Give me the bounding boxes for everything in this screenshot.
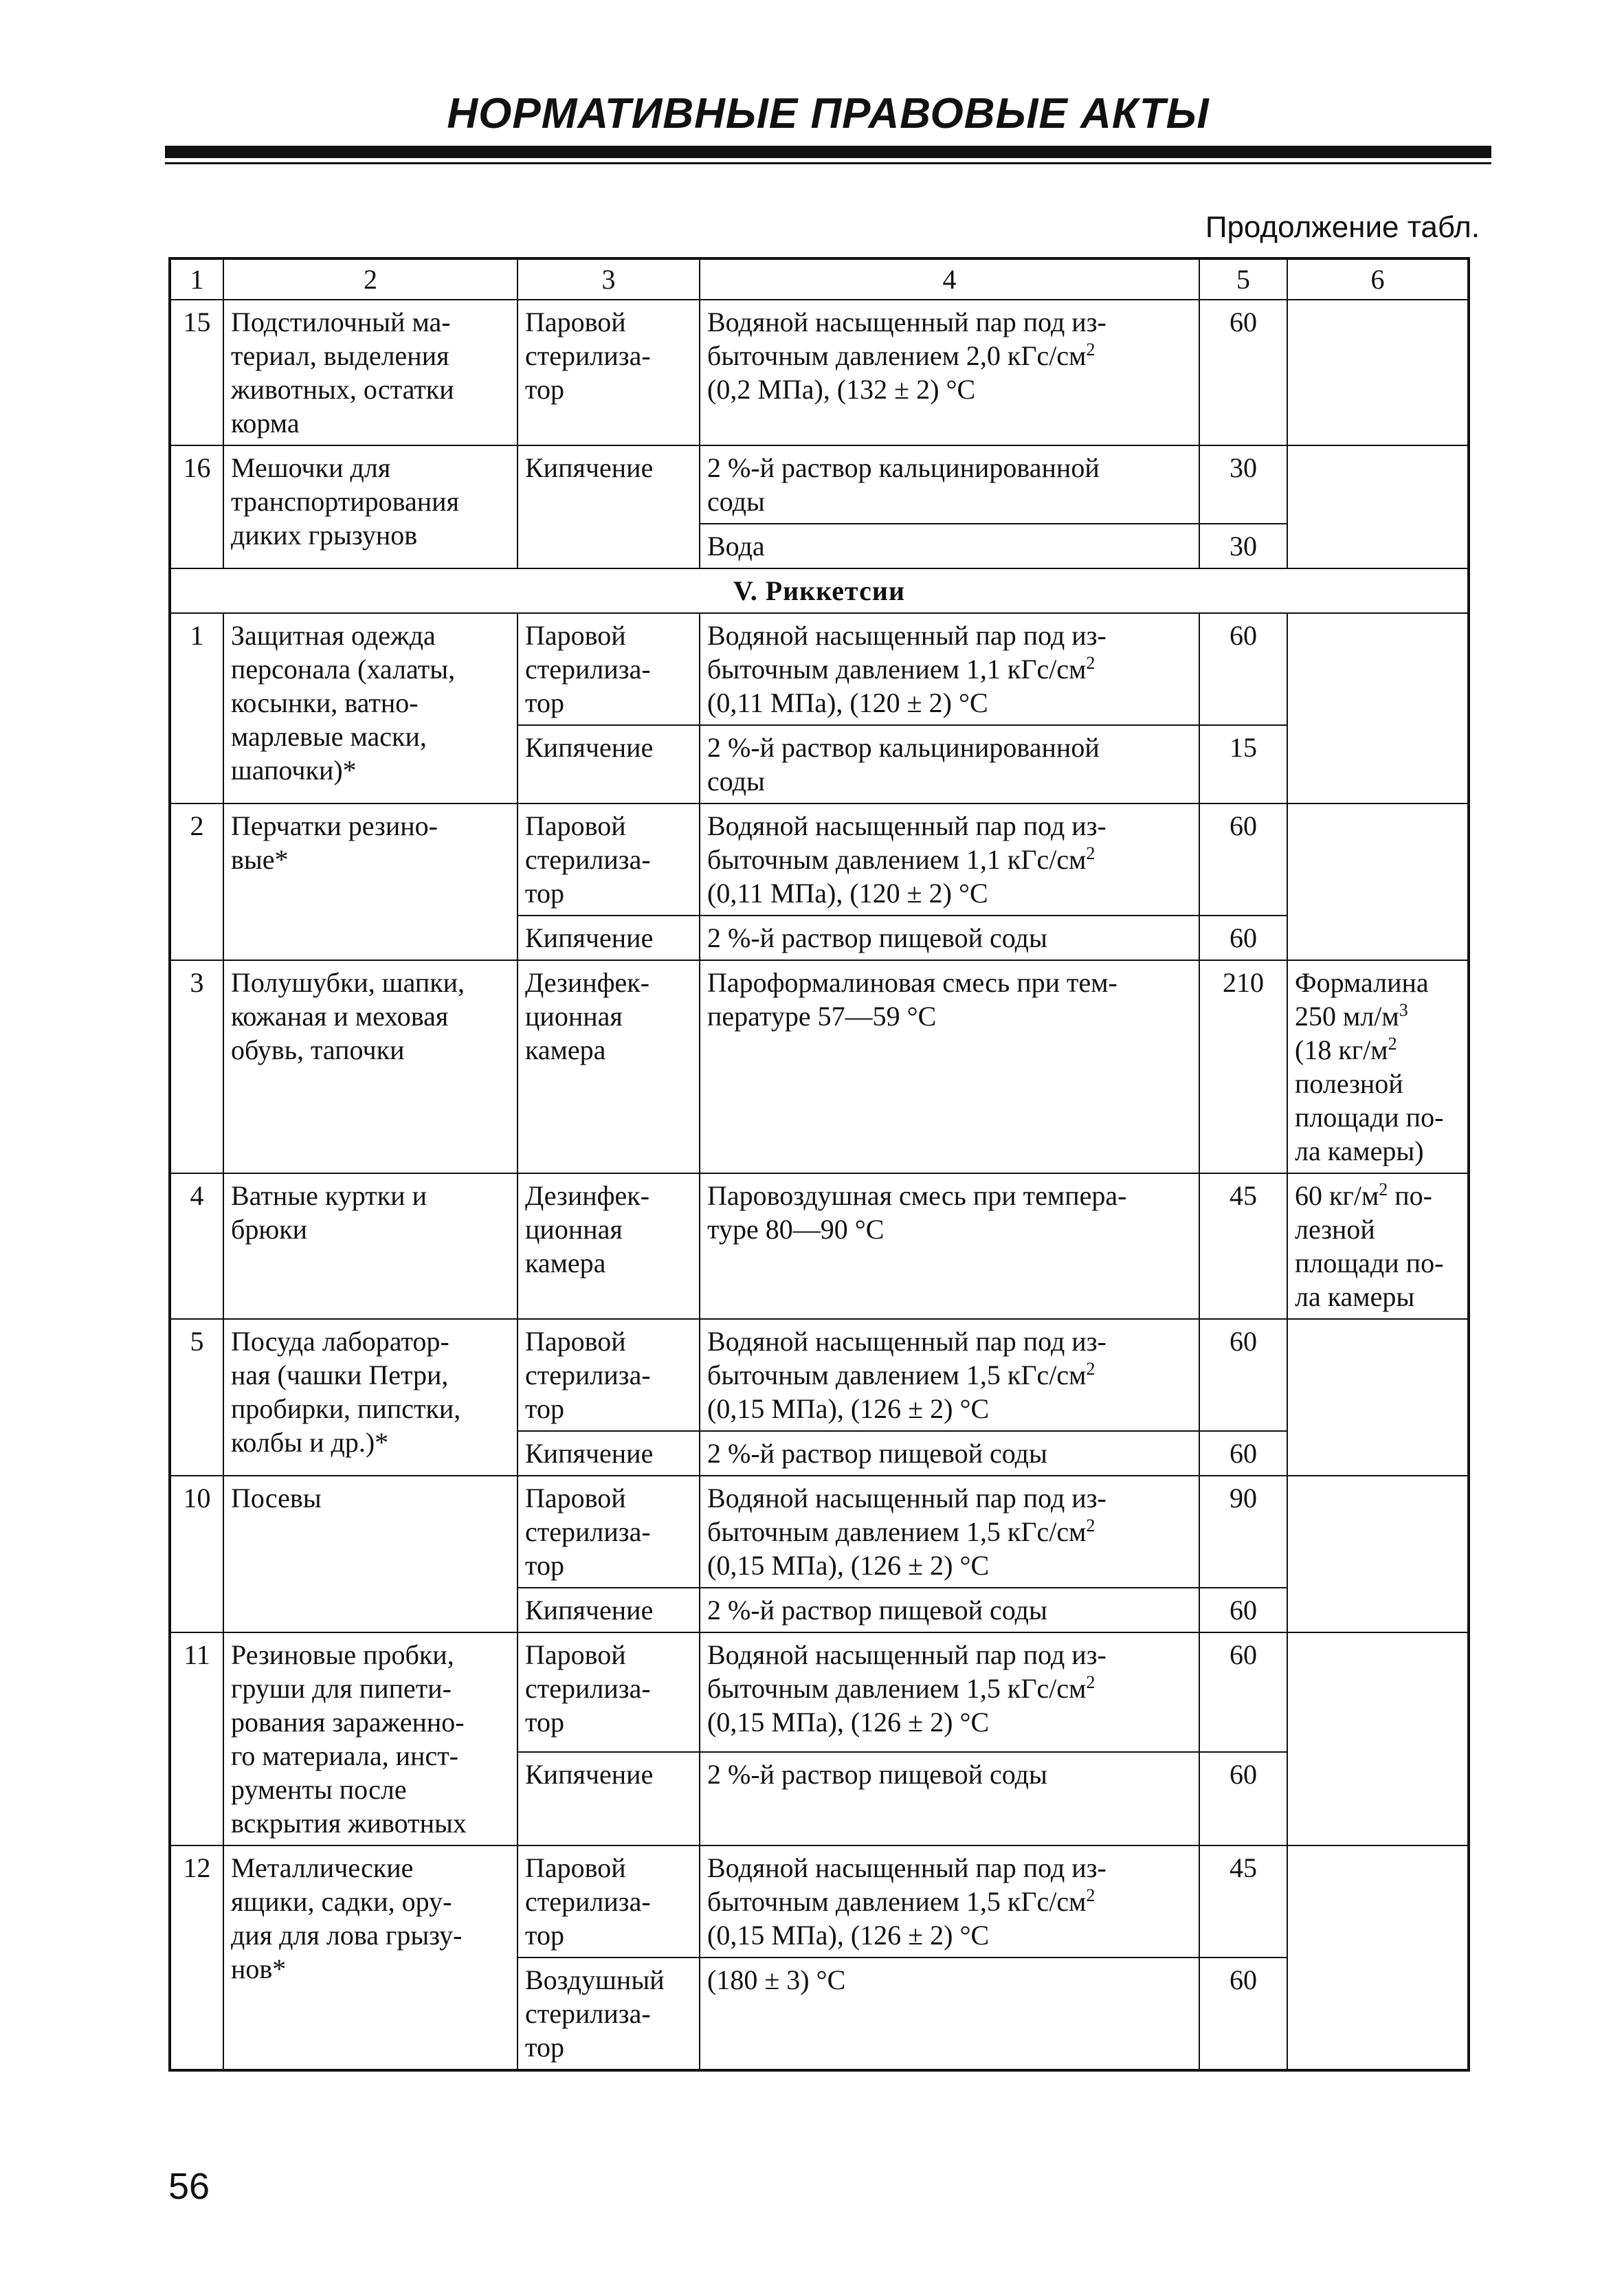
table-row: [170, 803, 1469, 916]
object-text: Металлические ящики, садки, ору- дия для лова грызу- нов*: [231, 1852, 463, 1984]
agent-text: Водяной насыщенный пар под из- быточным давлением 1,5 кГс/$см^2$ (0,15 МПа), (126 ± 2) °С: [707, 1852, 1106, 1951]
row-number: 16: [170, 445, 223, 568]
object-text: Посевы: [231, 1483, 322, 1514]
table-row: [170, 445, 1469, 524]
object-cell: [223, 300, 518, 445]
agent-text: Водяной насыщенный пар под из- быточным давлением 1,5 кГс/$см^2$ (0,15 МПа), (126 ± 2) °С: [707, 1326, 1106, 1424]
agent-cell: (180 ± 3) °С: [700, 1958, 1199, 2070]
exposure-minutes: 45: [1199, 1173, 1287, 1319]
exposure-minutes: 210: [1199, 960, 1287, 1173]
object-cell: [223, 445, 518, 568]
row-number: 15: [170, 300, 223, 445]
object-cell: [223, 1632, 518, 1845]
method-cell: [518, 1845, 700, 1958]
exposure-minutes: 45: [1199, 1845, 1287, 1958]
agent-cell: [700, 1173, 1199, 1319]
agent-cell: 2 %-й раствор пищевой соды: [700, 916, 1199, 960]
method-cell: Кипячение: [518, 1588, 700, 1632]
method-cell: [518, 300, 700, 445]
method-cell: Кипячение: [518, 916, 700, 960]
exposure-minutes: 60: [1199, 300, 1287, 445]
note-cell: [1287, 445, 1469, 568]
note-text: Формалина 250 $мл/м^3$ (18 $кг/м^2$ полезной площади по- ла камеры): [1295, 967, 1444, 1166]
exposure-minutes: 60: [1199, 1958, 1287, 2070]
exposure-minutes: 60: [1199, 1319, 1287, 1431]
method-text: Кипячение: [525, 452, 654, 483]
agent-text: Водяной насыщенный пар под из- быточным давлением 2,0 кГс/$см^2$ (0,2 МПа), (132 ± 2) °С: [707, 307, 1106, 405]
table-continuation-label: Продолжение табл.: [1205, 210, 1480, 244]
method-text: Паровой стерилиза- тор: [525, 1326, 651, 1424]
object-cell: [223, 1173, 518, 1319]
table-row: [170, 1632, 1469, 1752]
note-text: 60 $кг/м^2$ по- лезной площади по- ла камеры: [1295, 1179, 1444, 1312]
row-number: 12: [170, 1845, 223, 2070]
row-number: 1: [170, 613, 223, 803]
column-header: 1: [170, 258, 223, 300]
note-cell: [1287, 1845, 1469, 2070]
method-cell: [518, 1632, 700, 1752]
column-header: 5: [1199, 258, 1287, 300]
agent-text: Водяной насыщенный пар под из- быточным давлением 1,1 кГс/$см^2$ (0,11 МПа), (120 ± 2) °С: [707, 810, 1106, 909]
object-cell: [223, 1319, 518, 1476]
method-cell: [518, 803, 700, 916]
row-number: 4: [170, 1173, 223, 1319]
column-header: 6: [1287, 258, 1469, 300]
agent-cell: [700, 1632, 1199, 1752]
section-title: V. Риккетсии: [170, 568, 1469, 613]
object-cell: [223, 960, 518, 1173]
agent-cell: [700, 300, 1199, 445]
row-number: 5: [170, 1319, 223, 1476]
disinfection-table: [168, 257, 1470, 2072]
table-row: [170, 960, 1469, 1173]
column-header: 2: [223, 258, 518, 300]
object-cell: [223, 803, 518, 960]
agent-text: 2 %-й раствор кальцинированной соды: [707, 732, 1100, 797]
method-text: Паровой стерилиза- тор: [525, 1483, 651, 1581]
method-cell: Кипячение: [518, 725, 700, 803]
agent-text: Паровоздушная смесь при темпера- туре 80—90 °С: [707, 1180, 1127, 1245]
agent-cell: [700, 445, 1199, 524]
exposure-minutes: 60: [1199, 613, 1287, 725]
method-text: Паровой стерилиза- тор: [525, 1852, 651, 1951]
note-cell: [1287, 613, 1469, 803]
object-text: Защитная одежда персонала (халаты, косынки, ватно- марлевые маски, шапочки)*: [231, 620, 456, 786]
object-text: Ватные куртки и брюки: [231, 1180, 427, 1245]
method-text: Дезинфек- ционная камера: [525, 1180, 650, 1278]
table-row: [170, 1845, 1469, 1958]
note-cell: [1287, 960, 1469, 1173]
exposure-minutes: 60: [1199, 1431, 1287, 1476]
row-number: 10: [170, 1476, 223, 1632]
exposure-minutes: 30: [1199, 524, 1287, 568]
method-cell: Кипячение: [518, 1752, 700, 1845]
method-cell: [518, 1476, 700, 1588]
table-header-row: [170, 258, 1469, 300]
note-cell: [1287, 803, 1469, 960]
agent-text: Пароформалиновая смесь при тем- пературе 57—59 °С: [707, 967, 1117, 1032]
method-cell: [518, 613, 700, 725]
note-cell: [1287, 1319, 1469, 1476]
agent-cell: [700, 803, 1199, 916]
table-row: [170, 1173, 1469, 1319]
header-rule-thick: [165, 146, 1491, 158]
object-text: Резиновые пробки, груши для пипети- рования зараженно- го материала, инст- рументы после вскрытия животных: [231, 1639, 467, 1839]
exposure-minutes: 90: [1199, 1476, 1287, 1588]
method-text: Паровой стерилиза- тор: [525, 620, 651, 718]
row-number: 11: [170, 1632, 223, 1845]
exposure-minutes: 60: [1199, 1752, 1287, 1845]
exposure-minutes: 60: [1199, 1588, 1287, 1632]
column-header: 3: [518, 258, 700, 300]
exposure-minutes: 60: [1199, 1632, 1287, 1752]
section-row: [170, 568, 1469, 613]
object-cell: [223, 1476, 518, 1632]
method-cell: Кипячение: [518, 1431, 700, 1476]
table-row: [170, 300, 1469, 445]
method-cell: [518, 960, 700, 1173]
table-row: [170, 613, 1469, 725]
exposure-minutes: 30: [1199, 445, 1287, 524]
agent-text: Водяной насыщенный пар под из- быточным давлением 1,5 кГс/$см^2$ (0,15 МПа), (126 ± 2) °С: [707, 1483, 1106, 1581]
object-text: Перчатки резино- вые*: [231, 810, 438, 875]
agent-cell: [700, 613, 1199, 725]
agent-cell: [700, 725, 1199, 803]
note-cell: [1287, 1476, 1469, 1632]
agent-cell: [700, 960, 1199, 1173]
method-text: Паровой стерилиза- тор: [525, 1639, 651, 1738]
table-row: [170, 1319, 1469, 1431]
row-number: 3: [170, 960, 223, 1173]
method-text: Воздушный стерилиза- тор: [525, 1964, 665, 2063]
note-cell: [1287, 300, 1469, 445]
agent-cell: 2 %-й раствор пищевой соды: [700, 1588, 1199, 1632]
method-cell: [518, 1958, 700, 2070]
exposure-minutes: 60: [1199, 803, 1287, 916]
object-text: Подстилочный ма- териал, выделения животных, остатки корма: [231, 307, 454, 439]
agent-cell: [700, 1476, 1199, 1588]
page-number: 56: [168, 2166, 210, 2207]
note-cell: [1287, 1173, 1469, 1319]
method-text: Паровой стерилиза- тор: [525, 810, 651, 909]
table-row: [170, 1476, 1469, 1588]
object-cell: [223, 1845, 518, 2070]
agent-cell: [700, 1845, 1199, 1958]
object-text: Полушубки, шапки, кожаная и меховая обувь, тапочки: [231, 967, 465, 1065]
row-number: 2: [170, 803, 223, 960]
agent-text: Водяной насыщенный пар под из- быточным давлением 1,1 кГс/$см^2$ (0,11 МПа), (120 ± 2) °С: [707, 620, 1106, 718]
method-cell: [518, 1173, 700, 1319]
method-text: Дезинфек- ционная камера: [525, 967, 650, 1065]
agent-cell: [700, 1319, 1199, 1431]
exposure-minutes: 15: [1199, 725, 1287, 803]
agent-cell: 2 %-й раствор пищевой соды: [700, 1431, 1199, 1476]
method-cell: [518, 445, 700, 568]
agent-text: 2 %-й раствор кальцинированной соды: [707, 452, 1100, 517]
header-rule-thin: [165, 162, 1491, 164]
method-cell: [518, 1319, 700, 1431]
exposure-minutes: 60: [1199, 916, 1287, 960]
agent-cell: Вода: [700, 524, 1199, 568]
page-header-title: НОРМАТИВНЫЕ ПРАВОВЫЕ АКТЫ: [447, 90, 1210, 137]
agent-text: Водяной насыщенный пар под из- быточным давлением 1,5 кГс/$см^2$ (0,15 МПа), (126 ± 2) °С: [707, 1639, 1106, 1738]
method-text: Паровой стерилиза- тор: [525, 307, 651, 405]
column-header: 4: [700, 258, 1199, 300]
object-text: Посуда лаборатор- ная (чашки Петри, пробирки, пипстки, колбы и др.)*: [231, 1326, 461, 1458]
object-text: Мешочки для транспортирования диких грызунов: [231, 452, 459, 551]
object-cell: [223, 613, 518, 803]
agent-cell: 2 %-й раствор пищевой соды: [700, 1752, 1199, 1845]
note-cell: [1287, 1632, 1469, 1845]
